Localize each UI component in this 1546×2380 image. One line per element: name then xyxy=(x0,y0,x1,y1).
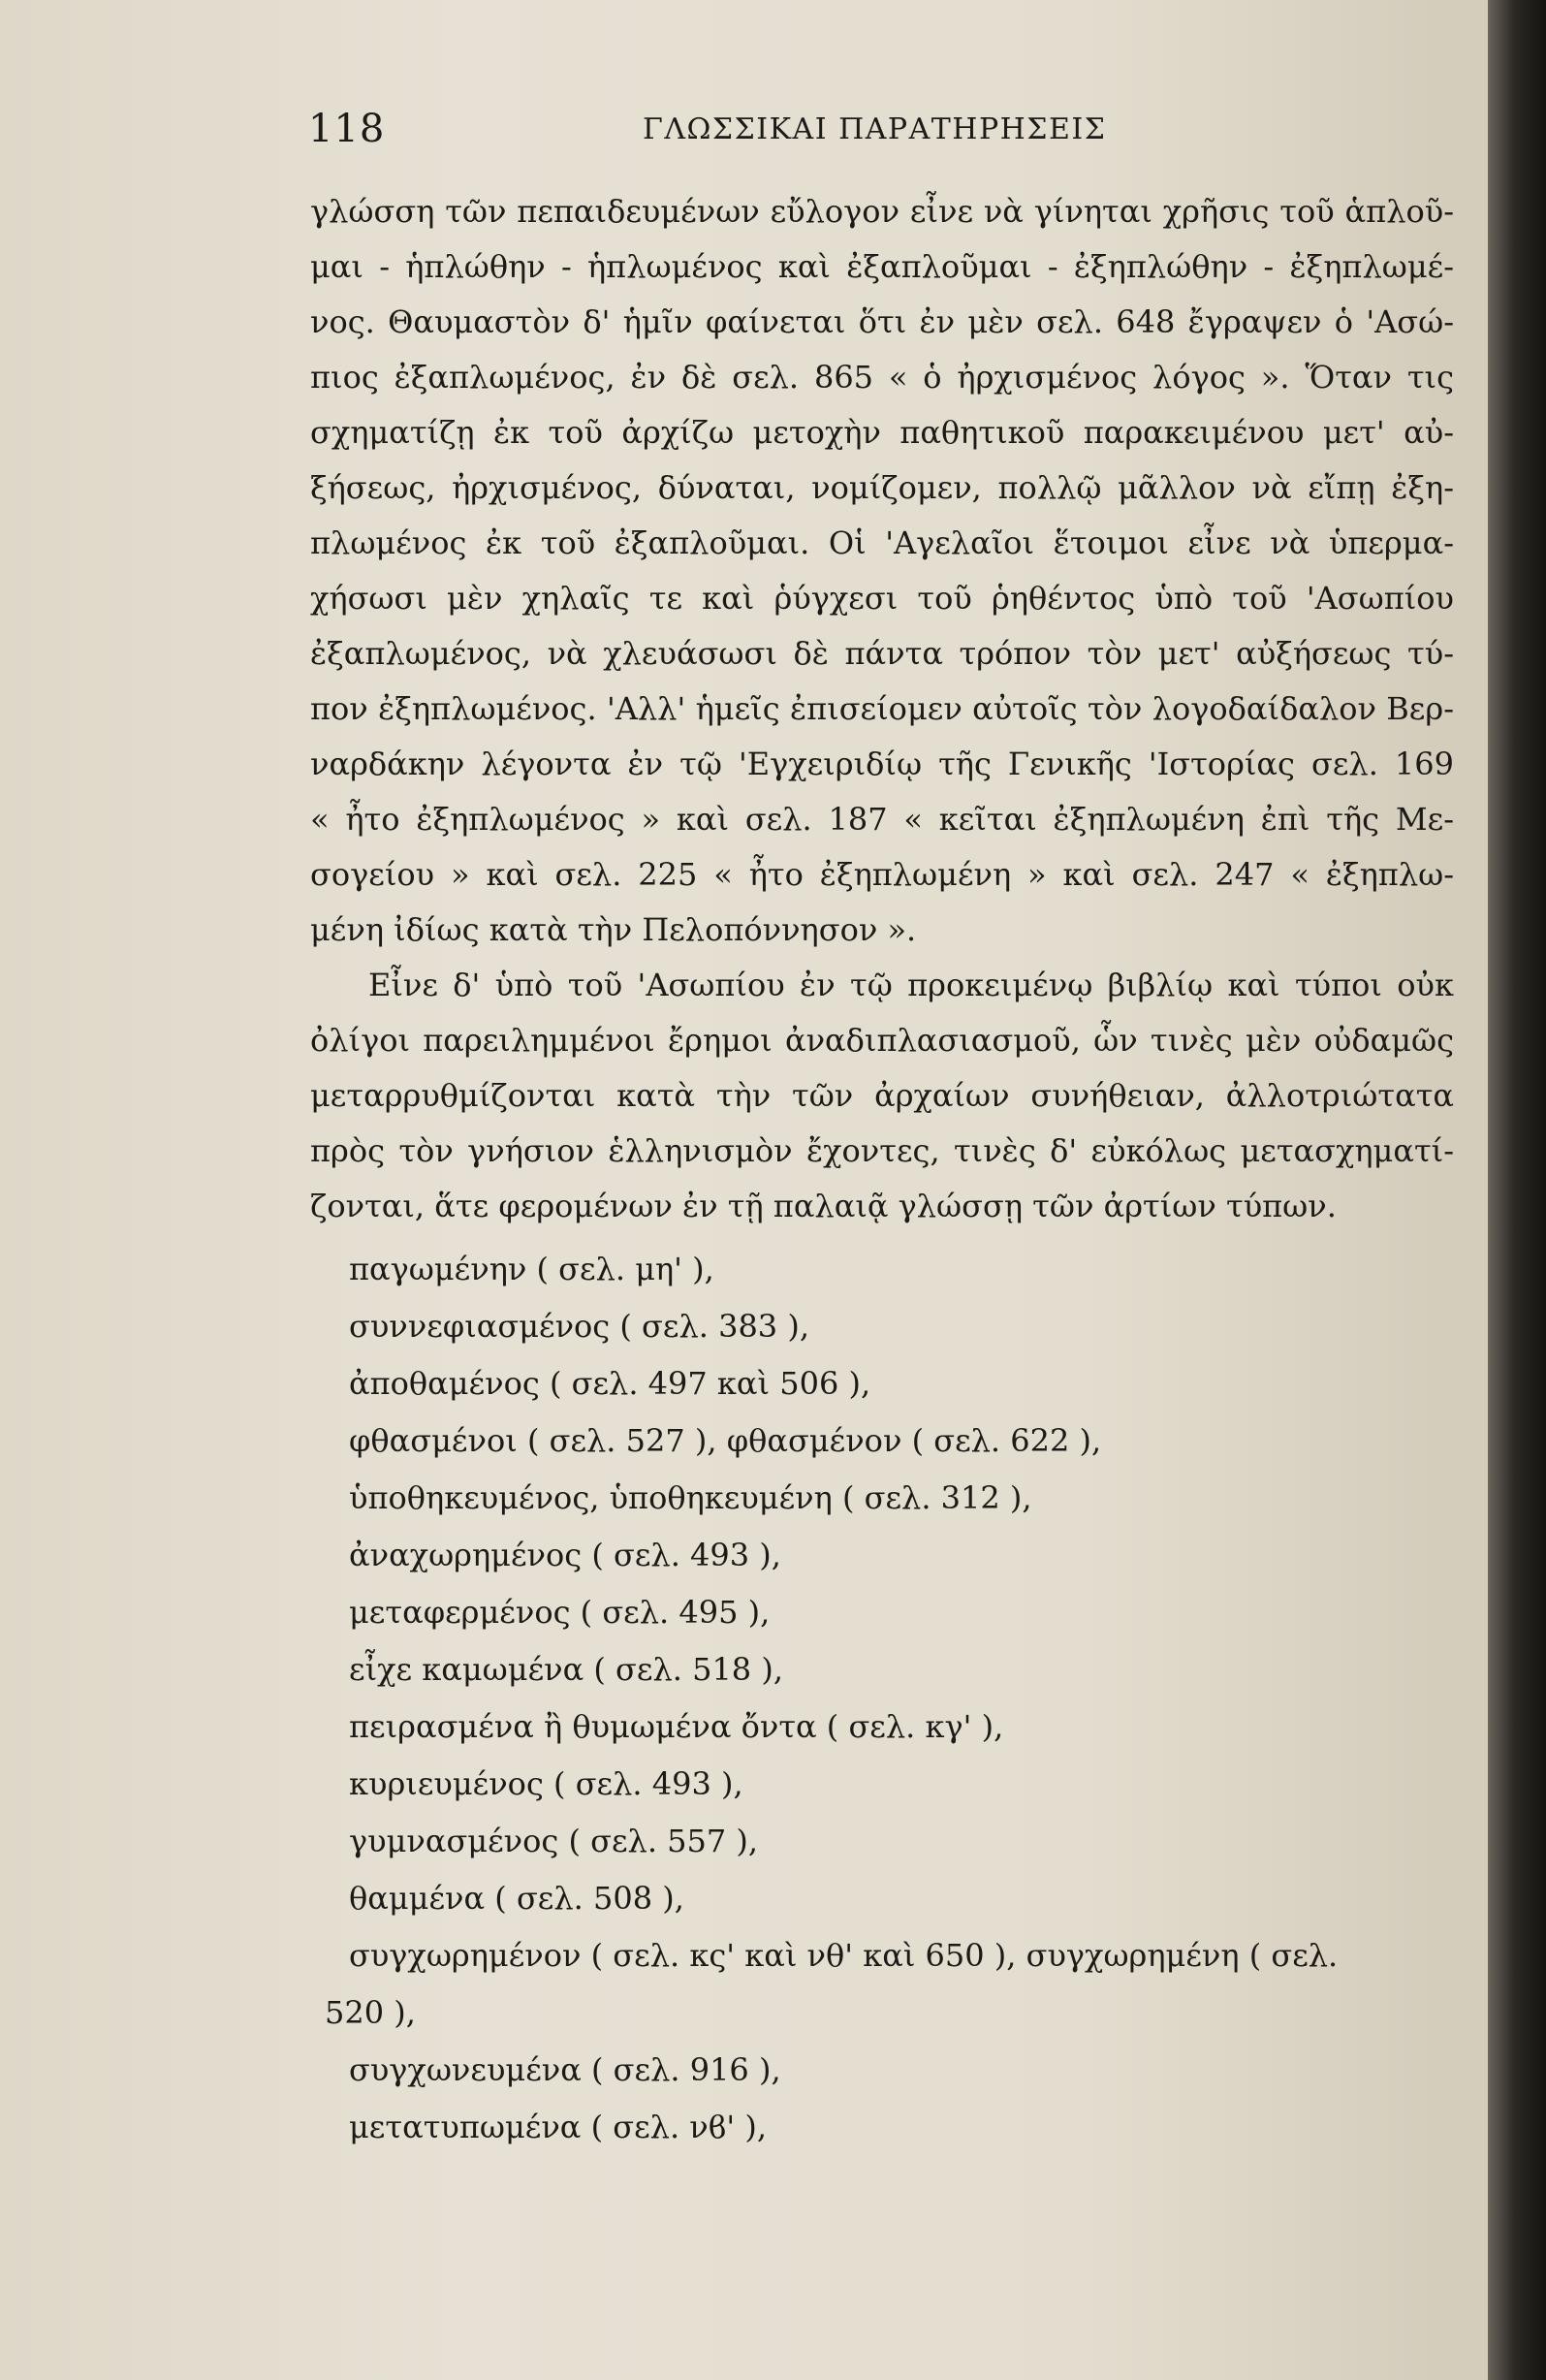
list-item: γυμνασμένος ( σελ. 557 ), xyxy=(349,1823,759,1859)
list-item: φθασμένοι ( σελ. 527 ), φθασμένον ( σελ. 622 ), xyxy=(349,1422,1102,1459)
list-item: ὑποθηκευμένος, ὑποθηκευμένη ( σελ. 312 ), xyxy=(349,1479,1032,1516)
text-line: ὀλίγοι παρειλημμένοι ἔρημοι ἀναδιπλασιασμοῦ, ὧν τινὲς μὲν οὐδαμῶς xyxy=(310,1022,1454,1059)
list-item: ἀποθαμένος ( σελ. 497 καὶ 506 ), xyxy=(349,1365,871,1402)
word-list xyxy=(310,1241,1473,2156)
list-item: θαμμένα ( σελ. 508 ), xyxy=(349,1880,684,1917)
running-head: ΓΛΩΣΣΙΚΑΙ ΠΑΡΑΤΗΡΗΣΕΙΣ xyxy=(643,112,1107,146)
page-header xyxy=(308,107,1471,155)
list-item: κυριευμένος ( σελ. 493 ), xyxy=(349,1765,743,1802)
text-line: « ἦτο ἐξηπλωμένος » καὶ σελ. 187 « κεῖται ἐξηπλωμένη ἐπὶ τῆς Με- xyxy=(310,801,1454,838)
text-line: ξήσεως, ἠρχισμένος, δύναται, νομίζομεν, πολλῷ μᾶλλον νὰ εἴπῃ ἐξη- xyxy=(310,469,1454,506)
text-line: ναρδάκην λέγοντα ἐν τῷ 'Εγχειριδίῳ τῆς Γενικῆς 'Ιστορίας σελ. 169 xyxy=(310,746,1454,782)
list-item: συννεφιασμένος ( σελ. 383 ), xyxy=(349,1308,809,1345)
text-line: σχηματίζῃ ἐκ τοῦ ἀρχίζω μετοχὴν παθητικοῦ παρακειμένου μετ' αὐ- xyxy=(310,414,1454,451)
text-line: ἐξαπλωμένος, νὰ χλευάσωσι δὲ πάντα τρόπον τὸν μετ' αὐξήσεως τύ- xyxy=(310,635,1454,672)
list-item: μεταφερμένος ( σελ. 495 ), xyxy=(349,1594,771,1631)
list-item: μετατυπωμένα ( σελ. νϐ' ), xyxy=(349,2109,767,2145)
text-line: πρὸς τὸν γνήσιον ἑλληνισμὸν ἔχοντες, τινὲς δ' εὐκόλως μετασχηματί- xyxy=(310,1132,1454,1169)
book-binding-shadow xyxy=(1488,0,1546,2380)
text-line: πιος ἐξαπλωμένος, ἐν δὲ σελ. 865 « ὁ ἠρχισμένος λόγος ». Ὅταν τις xyxy=(310,359,1454,396)
list-item: συγχωρημένον ( σελ. κς' καὶ νθ' καὶ 650 ), συγχωρημένη ( σελ. xyxy=(349,1937,1339,1974)
text-line: χήσωσι μὲν χηλαῖς τε καὶ ῥύγχεσι τοῦ ῥηθέντος ὑπὸ τοῦ 'Ασωπίου xyxy=(310,580,1454,617)
text-line: νος. Θαυμαστὸν δ' ἡμῖν φαίνεται ὅτι ἐν μὲν σελ. 648 ἔγραψεν ὁ 'Ασώ- xyxy=(310,303,1454,340)
list-item: ἀναχωρημένος ( σελ. 493 ), xyxy=(349,1537,781,1573)
list-item: συγχωνευμένα ( σελ. 916 ), xyxy=(349,2051,781,2088)
text-line: πλωμένος ἐκ τοῦ ἐξαπλοῦμαι. Οἱ 'Αγελαῖοι ἕτοιμοι εἶνε νὰ ὑπερμα- xyxy=(310,524,1454,561)
list-item: πειρασμένα ἢ θυμωμένα ὄντα ( σελ. κγ' ), xyxy=(349,1708,1004,1745)
text-line: Εἶνε δ' ὑπὸ τοῦ 'Ασωπίου ἐν τῷ προκειμένῳ βιβλίῳ καὶ τύποι οὐκ xyxy=(368,967,1454,1003)
text-line: μένη ἰδίως κατὰ τὴν Πελοπόννησον ». xyxy=(310,911,917,948)
text-line: γλώσση τῶν πεπαιδευμένων εὔλογον εἶνε νὰ γίνηται χρῆσις τοῦ ἁπλοῦ- xyxy=(310,193,1454,230)
text-line: μεταρρυθμίζονται κατὰ τὴν τῶν ἀρχαίων συνήθειαν, ἀλλοτριώτατα xyxy=(310,1077,1454,1114)
body-text xyxy=(310,184,1454,1234)
list-item: εἶχε καμωμένα ( σελ. 518 ), xyxy=(349,1651,783,1688)
list-item-continuation: 520 ), xyxy=(325,1994,416,2031)
text-line: πον ἐξηπλωμένος. 'Αλλ' ἡμεῖς ἐπισείομεν αὐτοῖς τὸν λογοδαίδαλον Βερ- xyxy=(310,690,1454,727)
text-line: μαι - ἡπλώθην - ἡπλωμένος καὶ ἐξαπλοῦμαι - ἐξηπλώθην - ἐξηπλωμέ- xyxy=(310,248,1454,285)
text-line: ζονται, ἅτε φερομένων ἐν τῇ παλαιᾷ γλώσσῃ τῶν ἀρτίων τύπων. xyxy=(310,1188,1337,1224)
page-number: 118 xyxy=(308,107,386,151)
text-line: σογείου » καὶ σελ. 225 « ἦτο ἐξηπλωμένη » καὶ σελ. 247 « ἐξηπλω- xyxy=(310,856,1454,893)
list-item: παγωμένην ( σελ. μη' ), xyxy=(349,1251,714,1287)
